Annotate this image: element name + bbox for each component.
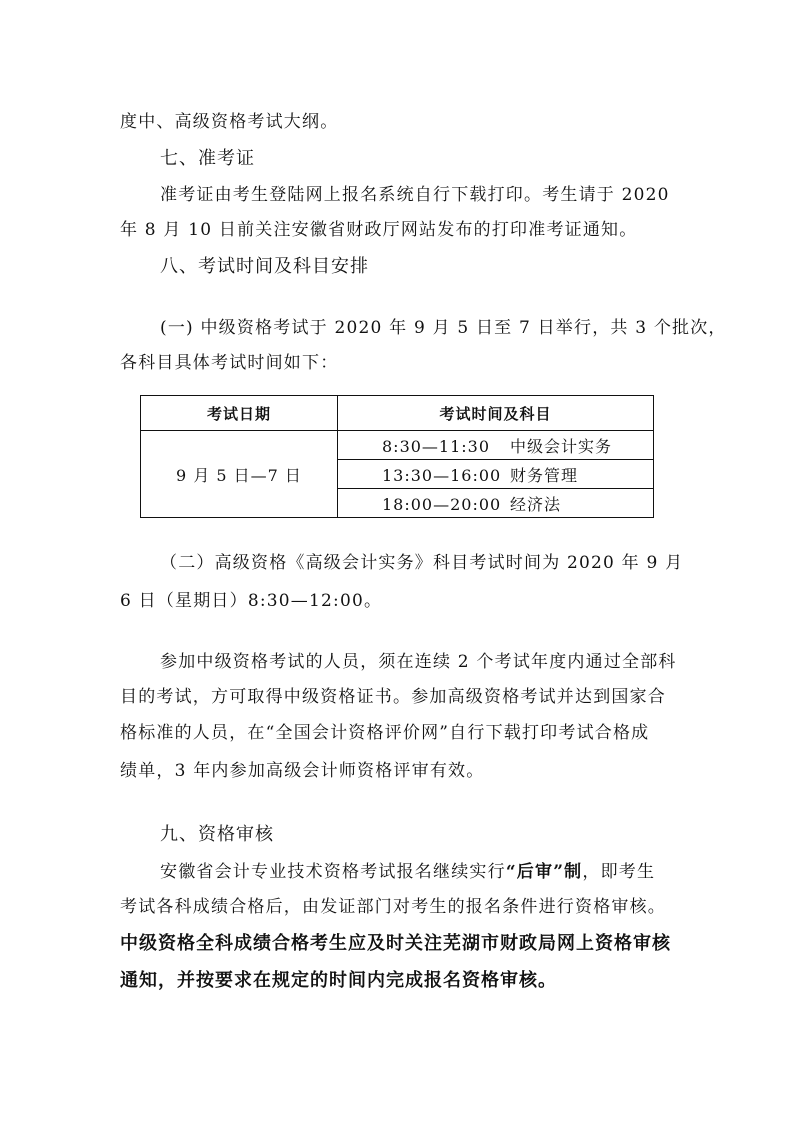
paragraph-line: 年 8 月 10 日前关注安徽省财政厅网站发布的打印准考证通知。 bbox=[120, 220, 638, 240]
exam-time: 18:00—20:00 bbox=[382, 494, 502, 514]
table-cell bbox=[338, 460, 654, 489]
section-heading-8: 八、考试时间及科目安排 bbox=[160, 256, 369, 277]
table-header-row bbox=[141, 396, 654, 431]
paragraph-line: 各科目具体考试时间如下： bbox=[120, 353, 339, 373]
section-heading-7: 七、准考证 bbox=[160, 148, 255, 169]
table-cell bbox=[338, 431, 654, 460]
paragraph-line: 度中、高级资格考试大纲。 bbox=[120, 112, 339, 132]
exam-time: 13:30—16:00 bbox=[382, 465, 502, 485]
bold-paragraph-line: 中级资格全科成绩合格考生应及时关注芜湖市财政局网上资格审核 bbox=[120, 933, 671, 954]
paragraph-line: 6 日（星期日）8:30—12:00。 bbox=[120, 591, 383, 611]
text-run: 安徽省会计专业技术资格考试报名继续实行 bbox=[160, 862, 506, 882]
table-cell bbox=[338, 489, 654, 518]
exam-subject: 经济法 bbox=[510, 494, 562, 514]
exam-date-cell: 9 月 5 日—7 日 bbox=[141, 431, 338, 518]
table-row bbox=[141, 431, 654, 460]
table-header-subject: 考试时间及科目 bbox=[338, 396, 654, 431]
paragraph-line: (一) 中级资格考试于 2020 年 9 月 5 日至 7 日举行，共 3 个批次， bbox=[160, 318, 727, 338]
paragraph-line: 绩单，3 年内参加高级会计师资格评审有效。 bbox=[120, 761, 485, 781]
paragraph-line: 参加中级资格考试的人员，须在连续 2 个考试年度内通过全部科 bbox=[160, 652, 677, 672]
bold-paragraph-line: 通知，并按要求在规定的时间内完成报名资格审核。 bbox=[120, 970, 557, 991]
exam-subject: 财务管理 bbox=[510, 465, 579, 485]
text-run: ，即考生 bbox=[582, 862, 656, 882]
exam-time: 8:30—11:30 bbox=[382, 436, 491, 456]
paragraph-line: 目的考试，方可取得中级资格证书。参加高级资格考试并达到国家合 bbox=[120, 687, 666, 707]
paragraph-line: （二）高级资格《高级会计实务》科目考试时间为 2020 年 9 月 bbox=[160, 553, 684, 573]
exam-schedule-table bbox=[140, 395, 654, 518]
paragraph-line: 格标准的人员，在“全国会计资格评价网”自行下载打印考试合格成 bbox=[120, 723, 650, 743]
paragraph-line: 考试各科成绩合格后，由发证部门对考生的报名条件进行资格审核。 bbox=[120, 897, 666, 917]
table-header-date: 考试日期 bbox=[141, 396, 338, 431]
exam-subject: 中级会计实务 bbox=[510, 436, 613, 456]
paragraph-line bbox=[160, 861, 655, 883]
paragraph-line: 准考证由考生登陆网上报名系统自行下载打印。考生请于 2020 bbox=[160, 185, 670, 205]
section-heading-9: 九、资格审核 bbox=[160, 824, 274, 845]
emphasis-text: “后审”制 bbox=[505, 862, 583, 882]
